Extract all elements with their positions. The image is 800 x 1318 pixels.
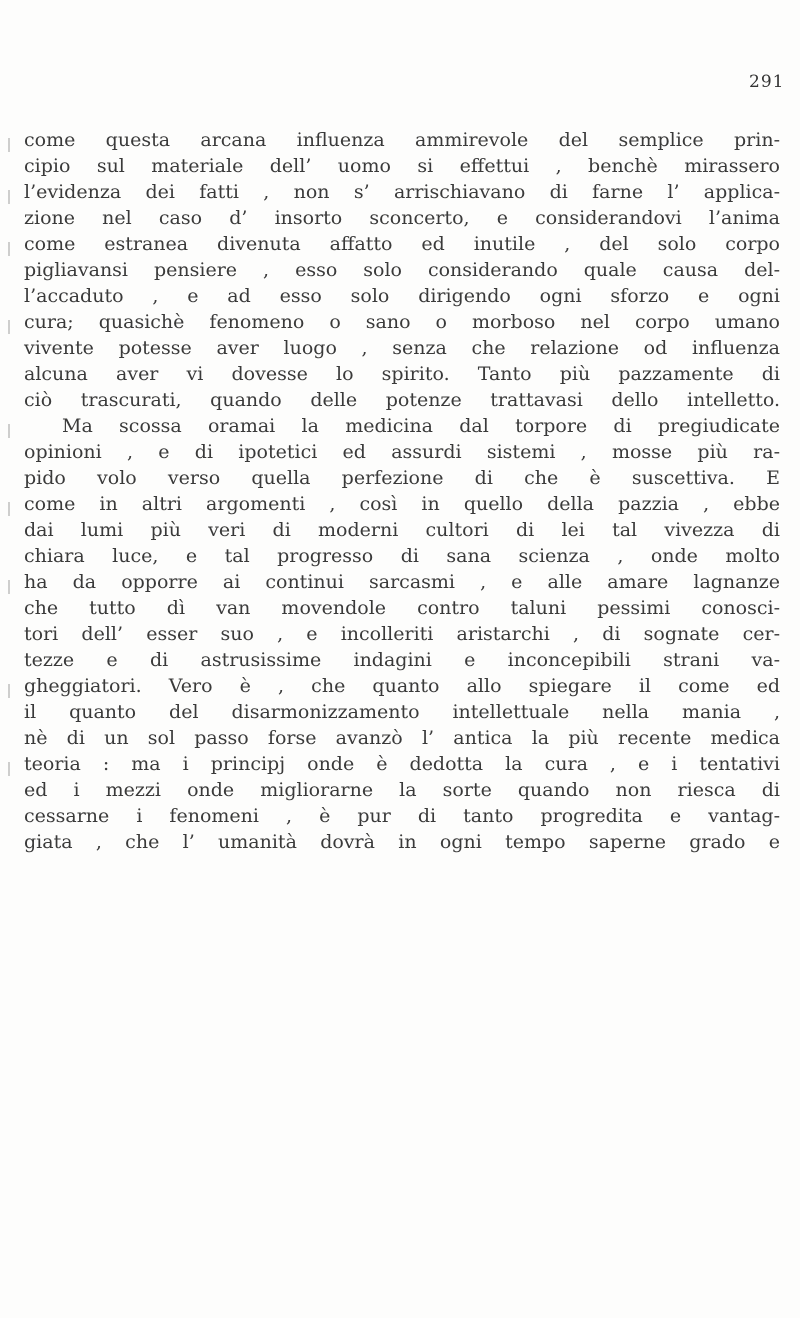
text-line: l’evidenza dei fatti , non s’ arrischiavano di farne l’ applica- [24, 181, 780, 203]
text-line: cipio sul materiale dell’ uomo si effettui , benchè mirassero [24, 155, 780, 177]
text-line: il quanto del disarmonizzamento intellettuale nella mania , [24, 701, 780, 723]
scan-margin-mark [8, 424, 15, 438]
text-line: l’accaduto , e ad esso solo dirigendo ogni sforzo e ogni [24, 285, 780, 307]
text-line: nè di un sol passo forse avanzò l’ antica la più recente medica [24, 727, 780, 749]
scan-margin-mark [8, 190, 15, 204]
scan-margin-mark [8, 320, 15, 334]
text-line: alcuna aver vi dovesse lo spirito. Tanto più pazzamente di [24, 363, 780, 385]
text-line: zione nel caso d’ insorto sconcerto, e considerandovi l’anima [24, 207, 780, 229]
text-line: ha da opporre ai continui sarcasmi , e alle amare lagnanze [24, 571, 780, 593]
text-line: tezze e di astrusissime indagini e inconcepibili strani va- [24, 649, 780, 671]
scan-margin-mark [8, 502, 15, 516]
scan-margin-mark [8, 762, 15, 776]
text-line: come in altri argomenti , così in quello della pazzia , ebbe [24, 493, 780, 515]
text-line: giata , che l’ umanità dovrà in ogni tempo saperne grado e [24, 831, 780, 853]
scan-margin-mark [8, 580, 15, 594]
text-line: cura; quasichè fenomeno o sano o morboso nel corpo umano [24, 311, 780, 333]
text-line: pido volo verso quella perfezione di che è suscettiva. E [24, 467, 780, 489]
scan-margin-mark [8, 242, 15, 256]
text-line: che tutto dì van movendole contro taluni pessimi conosci- [24, 597, 780, 619]
text-line: chiara luce, e tal progresso di sana scienza , onde molto [24, 545, 780, 567]
text-line: come questa arcana influenza ammirevole del semplice prin- [24, 129, 780, 151]
page-number: 291 [749, 72, 785, 92]
scan-margin-mark [8, 138, 15, 152]
text-line: cessarne i fenomeni , è pur di tanto progredita e vantag- [24, 805, 780, 827]
text-line: ciò trascurati, quando delle potenze trattavasi dello intelletto. [24, 389, 780, 411]
text-line: come estranea divenuta affatto ed inutile , del solo corpo [24, 233, 780, 255]
scan-margin-mark [8, 684, 15, 698]
text-line: tori dell’ esser suo , e incolleriti aristarchi , di sognate cer- [24, 623, 780, 645]
paragraph-start-line: Ma scossa oramai la medicina dal torpore di pregiudicate [62, 415, 780, 437]
text-line: gheggiatori. Vero è , che quanto allo spiegare il come ed [24, 675, 780, 697]
text-line: pigliavansi pensiere , esso solo considerando quale causa del- [24, 259, 780, 281]
text-line: dai lumi più veri di moderni cultori di lei tal vivezza di [24, 519, 780, 541]
text-line: teoria : ma i principj onde è dedotta la cura , e i tentativi [24, 753, 780, 775]
text-line: vivente potesse aver luogo , senza che relazione od influenza [24, 337, 780, 359]
text-line: opinioni , e di ipotetici ed assurdi sistemi , mosse più ra- [24, 441, 780, 463]
text-line: ed i mezzi onde migliorarne la sorte quando non riesca di [24, 779, 780, 801]
